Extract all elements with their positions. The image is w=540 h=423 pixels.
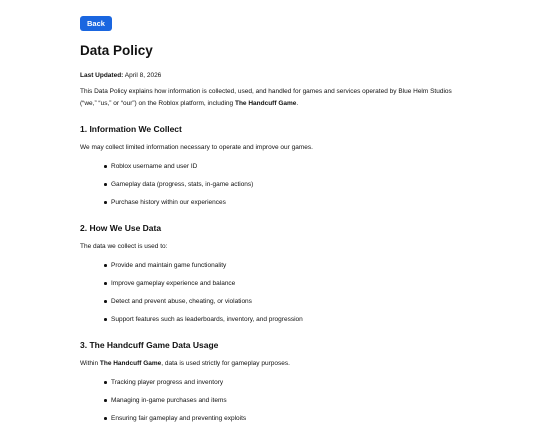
collected-info-list	[80, 162, 460, 207]
data-usage-list	[80, 261, 460, 324]
intro-game-name: The Handcuff Game	[234, 100, 297, 107]
last-updated	[80, 71, 460, 80]
list-item: Provide and maintain game functionality	[80, 261, 460, 270]
section-lead: The data we collect is used to:	[80, 243, 168, 250]
policy-content	[80, 13, 460, 423]
list-item: Improve gameplay experience and balance	[80, 279, 460, 288]
lead-text-end: , data is used strictly for gameplay purposes.	[161, 360, 290, 367]
last-updated-value: April 8, 2026	[124, 72, 162, 79]
list-item: Gameplay data (progress, stats, in-game actions)	[80, 180, 460, 189]
list-item: Managing in-game purchases and items	[80, 396, 460, 405]
list-item: Ensuring fair gameplay and preventing exploits	[80, 414, 460, 423]
handcuff-game-usage-list	[80, 378, 460, 423]
section-heading-information-we-collect: 1. Information We Collect	[80, 124, 182, 134]
intro-text-end: .	[296, 100, 299, 107]
page-title: Data Policy	[80, 43, 153, 58]
lead-game-name: The Handcuff Game	[99, 360, 162, 367]
list-item: Support features such as leaderboards, inventory, and progression	[80, 315, 460, 324]
list-item: Detect and prevent abuse, cheating, or violations	[80, 297, 460, 306]
list-item: Roblox username and user ID	[80, 162, 460, 171]
lead-text: Within	[80, 360, 100, 367]
list-item: Tracking player progress and inventory	[80, 378, 460, 387]
intro-text: This Data Policy explains how information is collected, used, and handled for games and services operated by Blue Helm Studios (“we,” “us,” or “our”) on the Roblox platform, including	[80, 88, 452, 107]
section-lead: We may collect limited information necessary to operate and improve our games.	[80, 144, 313, 151]
section-lead	[80, 358, 460, 370]
section-heading-how-we-use-data: 2. How We Use Data	[80, 223, 162, 233]
section-heading-handcuff-game-data-usage: 3. The Handcuff Game Data Usage	[80, 340, 219, 350]
last-updated-label: Last Updated:	[80, 72, 124, 79]
list-item: Purchase history within our experiences	[80, 198, 460, 207]
intro-paragraph	[80, 86, 460, 110]
back-button[interactable]: Back	[80, 16, 112, 31]
